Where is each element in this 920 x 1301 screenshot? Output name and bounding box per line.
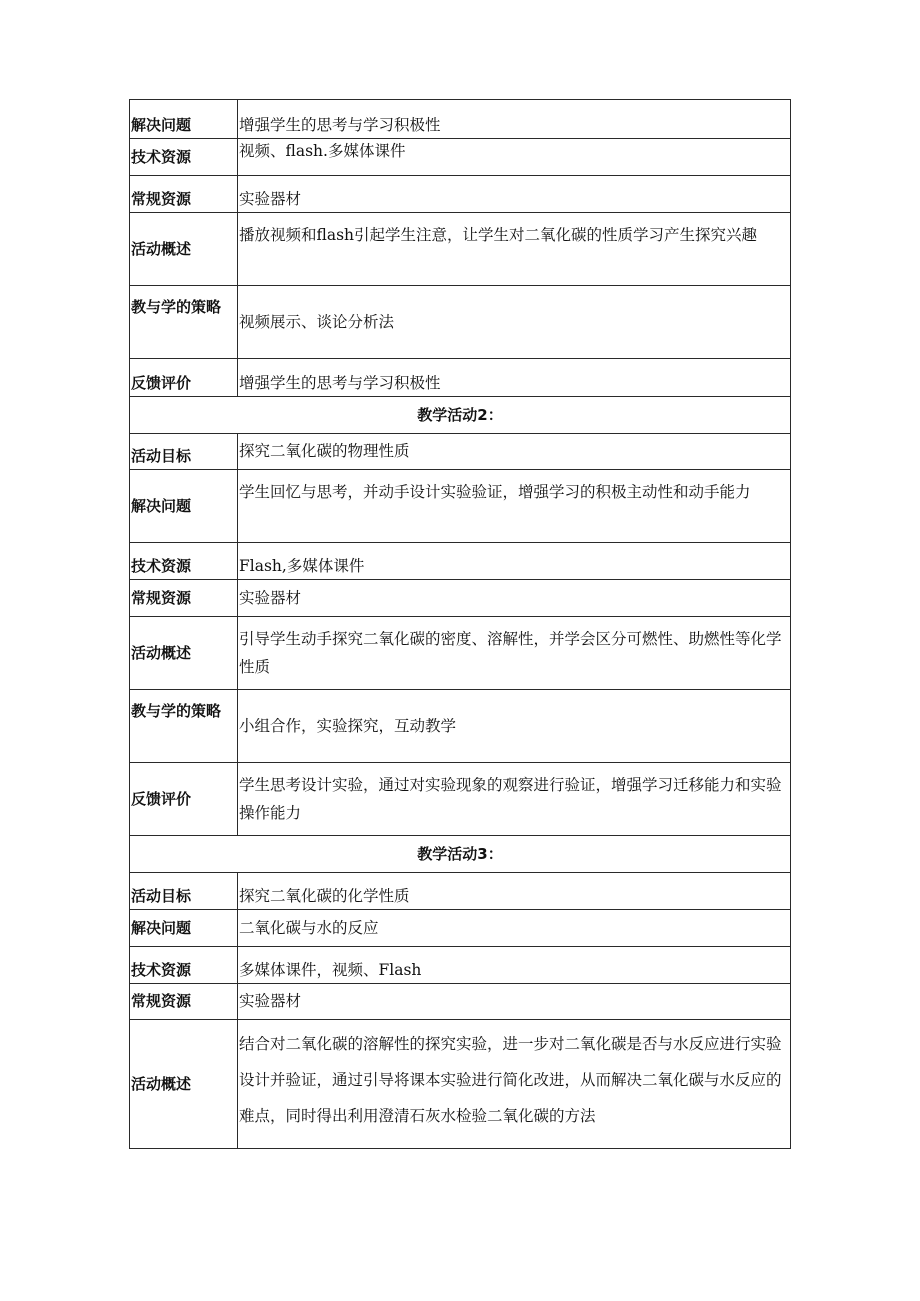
row-label: 活动目标: [130, 434, 238, 470]
row-content: 视频展示、谈论分析法: [238, 286, 791, 359]
table-row: [130, 910, 791, 947]
table-row: [130, 763, 791, 836]
table-row: [130, 580, 791, 617]
table-row: [130, 947, 791, 984]
row-content: 结合对二氧化碳的溶解性的探究实验，进一步对二氧化碳是否与水反应进行实验设计并验证，通过引导将课本实验进行简化改进，从而解决二氧化碳与水反应的难点，同时得出利用澄清石灰水检验二氧化碳的方法: [238, 1020, 791, 1149]
table-row: [130, 139, 791, 176]
row-content: 学生思考设计实验，通过对实验现象的观察进行验证，增强学习迁移能力和实验操作能力: [238, 763, 791, 836]
table-row: [130, 690, 791, 763]
table-row: [130, 1020, 791, 1149]
row-content: 多媒体课件，视频、Flash: [238, 947, 791, 984]
row-content: 探究二氧化碳的化学性质: [238, 873, 791, 910]
row-content: 视频、flash.多媒体课件: [238, 139, 791, 176]
row-label: 技术资源: [130, 947, 238, 984]
row-content: 探究二氧化碳的物理性质: [238, 434, 791, 470]
row-label: 常规资源: [130, 984, 238, 1020]
row-label: 活动概述: [130, 1020, 238, 1149]
row-content: 实验器材: [238, 984, 791, 1020]
row-label: 技术资源: [130, 543, 238, 580]
section-row: [130, 836, 791, 873]
table-row: [130, 359, 791, 397]
table-row: [130, 873, 791, 910]
section-title: 教学活动2：: [130, 397, 791, 434]
row-content: 小组合作，实验探究，互动教学: [238, 690, 791, 763]
row-label: 活动概述: [130, 617, 238, 690]
section-row: [130, 397, 791, 434]
table-row: [130, 470, 791, 543]
table-row: [130, 176, 791, 213]
row-label: 活动目标: [130, 873, 238, 910]
row-content: Flash,多媒体课件: [238, 543, 791, 580]
row-label: 解决问题: [130, 470, 238, 543]
row-label: 活动概述: [130, 213, 238, 286]
row-content: 增强学生的思考与学习积极性: [238, 359, 791, 397]
table-row: [130, 213, 791, 286]
row-label: 解决问题: [130, 910, 238, 947]
table-row: [130, 617, 791, 690]
row-label: 解决问题: [130, 100, 238, 139]
row-content: 二氧化碳与水的反应: [238, 910, 791, 947]
row-label: 反馈评价: [130, 763, 238, 836]
table-row: [130, 286, 791, 359]
row-label: 反馈评价: [130, 359, 238, 397]
row-content: 实验器材: [238, 176, 791, 213]
row-label: 教与学的策略: [130, 286, 238, 359]
row-content: 增强学生的思考与学习积极性: [238, 100, 791, 139]
row-content: 学生回忆与思考，并动手设计实验验证，增强学习的积极主动性和动手能力: [238, 470, 791, 543]
section-title: 教学活动3：: [130, 836, 791, 873]
row-content: 实验器材: [238, 580, 791, 617]
row-label: 技术资源: [130, 139, 238, 176]
row-content: 引导学生动手探究二氧化碳的密度、溶解性，并学会区分可燃性、助燃性等化学性质: [238, 617, 791, 690]
row-label: 常规资源: [130, 176, 238, 213]
table-row: [130, 984, 791, 1020]
row-label: 常规资源: [130, 580, 238, 617]
row-content: 播放视频和flash引起学生注意，让学生对二氧化碳的性质学习产生探究兴趣: [238, 213, 791, 286]
table-row: [130, 100, 791, 139]
table-row: [130, 434, 791, 470]
lesson-plan-table: [129, 99, 791, 1149]
row-label: 教与学的策略: [130, 690, 238, 763]
table-row: [130, 543, 791, 580]
